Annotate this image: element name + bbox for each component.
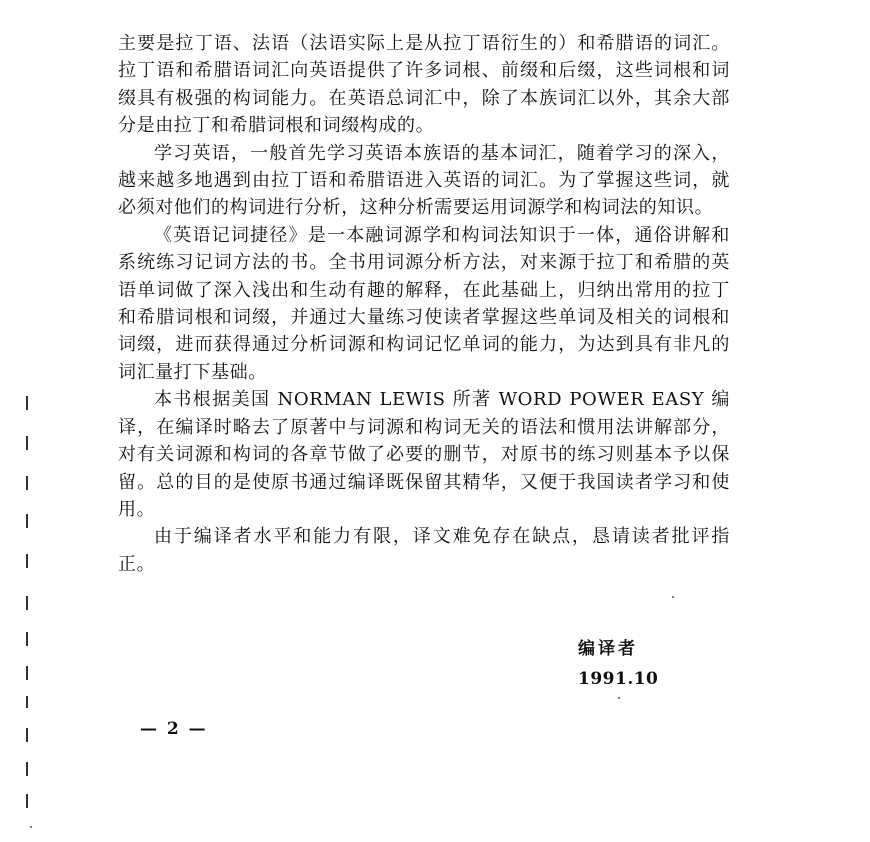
paragraph-apology: 由于编译者水平和能力有限，译文难免存在缺点，恳请读者批评指正。	[118, 526, 730, 575]
signature-block	[578, 636, 658, 693]
page-number: — 2 —	[140, 719, 208, 739]
body-text	[118, 30, 730, 578]
paragraph-book-intro: 《英语记词捷径》是一本融词源学和构词法知识于一体，通俗讲解和系统练习记词方法的书。全书用词源分析方法，对来源于拉丁和希腊的英语单词做了深入浅出和生动有趣的解释，在此基础上，归纳出常用的拉丁和希腊词根和词缀，并通过大量练习使读者掌握这些单词及相关的词根和词缀，进而获得通过分析词源和构词记忆单词的能力，为达到具有非凡的词汇量打下基础。	[118, 224, 730, 383]
scan-speck	[672, 596, 674, 598]
paragraph-source: 本书根据美国 NORMAN LEWIS 所著 WORD POWER EASY 编译，在编译时略去了原著中与词源和构词无关的语法和惯用法讲解部分，对有关词源和构词的各章节做了必要的删节，对原书的练习则基本予以保留。总的目的是使原书通过编译既保留其精华，又便于我国读者学习和使用。	[118, 389, 730, 520]
paragraph-continued: 主要是拉丁语、法语（法语实际上是从拉丁语衍生的）和希腊语的词汇。拉丁语和希腊语词汇向英语提供了许多词根、前缀和后缀，这些词根和词缀具有极强的构词能力。在英语总词汇中，除了本族词汇以外，其余大部分是由拉丁和希腊词根和词缀构成的。	[118, 33, 730, 137]
paragraph-learning-english: 学习英语，一般首先学习英语本族语的基本词汇，随着学习的深入，越来越多地遇到由拉丁语和希腊语进入英语的词汇。为了掌握这些词，就必须对他们的构词进行分析，这种分析需要运用词源学和构词法的知识。	[118, 142, 730, 219]
scan-speck	[30, 826, 32, 828]
scan-margin-marks	[26, 396, 32, 816]
scan-speck	[618, 697, 620, 699]
signature-date: 1991.10	[578, 669, 659, 689]
translator-signature: 编译者	[578, 639, 638, 659]
